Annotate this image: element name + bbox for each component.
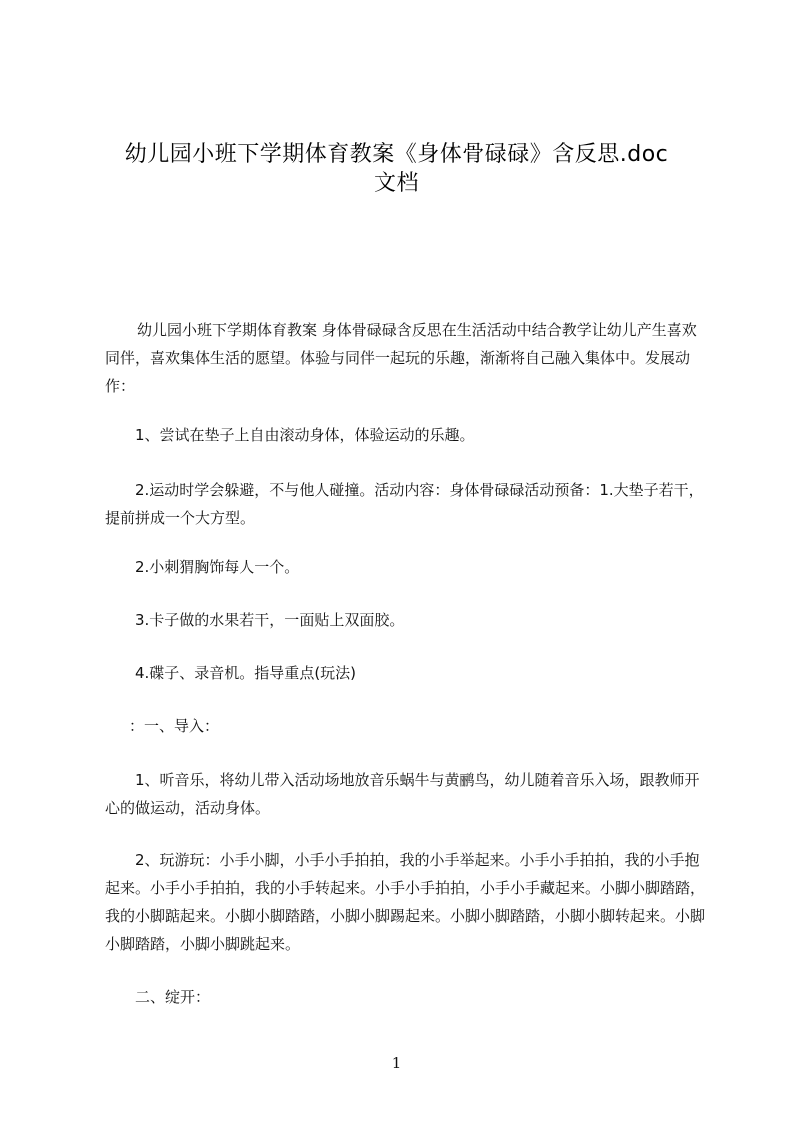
title-line-2: 文档: [373, 171, 419, 196]
paragraph-step-1: 1、听音乐，将幼儿带入活动场地放音乐蜗牛与黄鹂鸟，幼儿随着音乐入场，跟教师开心的做运动，活动身体。: [105, 771, 700, 817]
paragraph-section-2: 二、绽开：: [135, 988, 211, 1006]
paragraph-goal-2: 2.运动时学会躲避，不与他人碰撞。活动内容：身体骨碌碌活动预备：1.大垫子若干，提前拼成一个大方型。: [105, 481, 704, 527]
paragraph-intro: 幼儿园小班下学期体育教案 身体骨碌碌含反思在生活活动中结合教学让幼儿产生喜欢同伴，喜欢集体生活的愿望。体验与同伴一起玩的乐趣，渐渐将自己融入集体中。发展动作：: [105, 321, 697, 395]
title-line-1: 幼儿园小班下学期体育教案《身体骨碌碌》含反思.doc: [124, 142, 669, 167]
paragraph-material-2: 2.小刺猬胸饰每人一个。: [135, 558, 300, 576]
paragraph-section-1: ：一、导入：: [129, 717, 220, 735]
page-number: 1: [391, 1054, 402, 1072]
paragraph-goal-1: 1、尝试在垫子上自由滚动身体，体验运动的乐趣。: [135, 426, 475, 444]
paragraph-material-3: 3.卡子做的水果若干，一面贴上双面胶。: [135, 611, 405, 629]
paragraph-step-2: 2、玩游玩：小手小脚，小手小手拍拍，我的小手举起来。小手小手拍拍，我的小手抱起来。小手小手拍拍，我的小手转起来。小手小手拍拍，小手小手藏起来。小脚小脚踏踏，我的小脚踮起来。小脚小脚踏踏，小脚小脚踢起来。小脚小脚踏踏，小脚小脚转起来。小脚小脚踏踏，小脚小脚跳起来。: [105, 851, 706, 953]
paragraph-material-4: 4.碟子、录音机。指导重点(玩法): [135, 664, 357, 682]
document-title: [90, 140, 703, 198]
